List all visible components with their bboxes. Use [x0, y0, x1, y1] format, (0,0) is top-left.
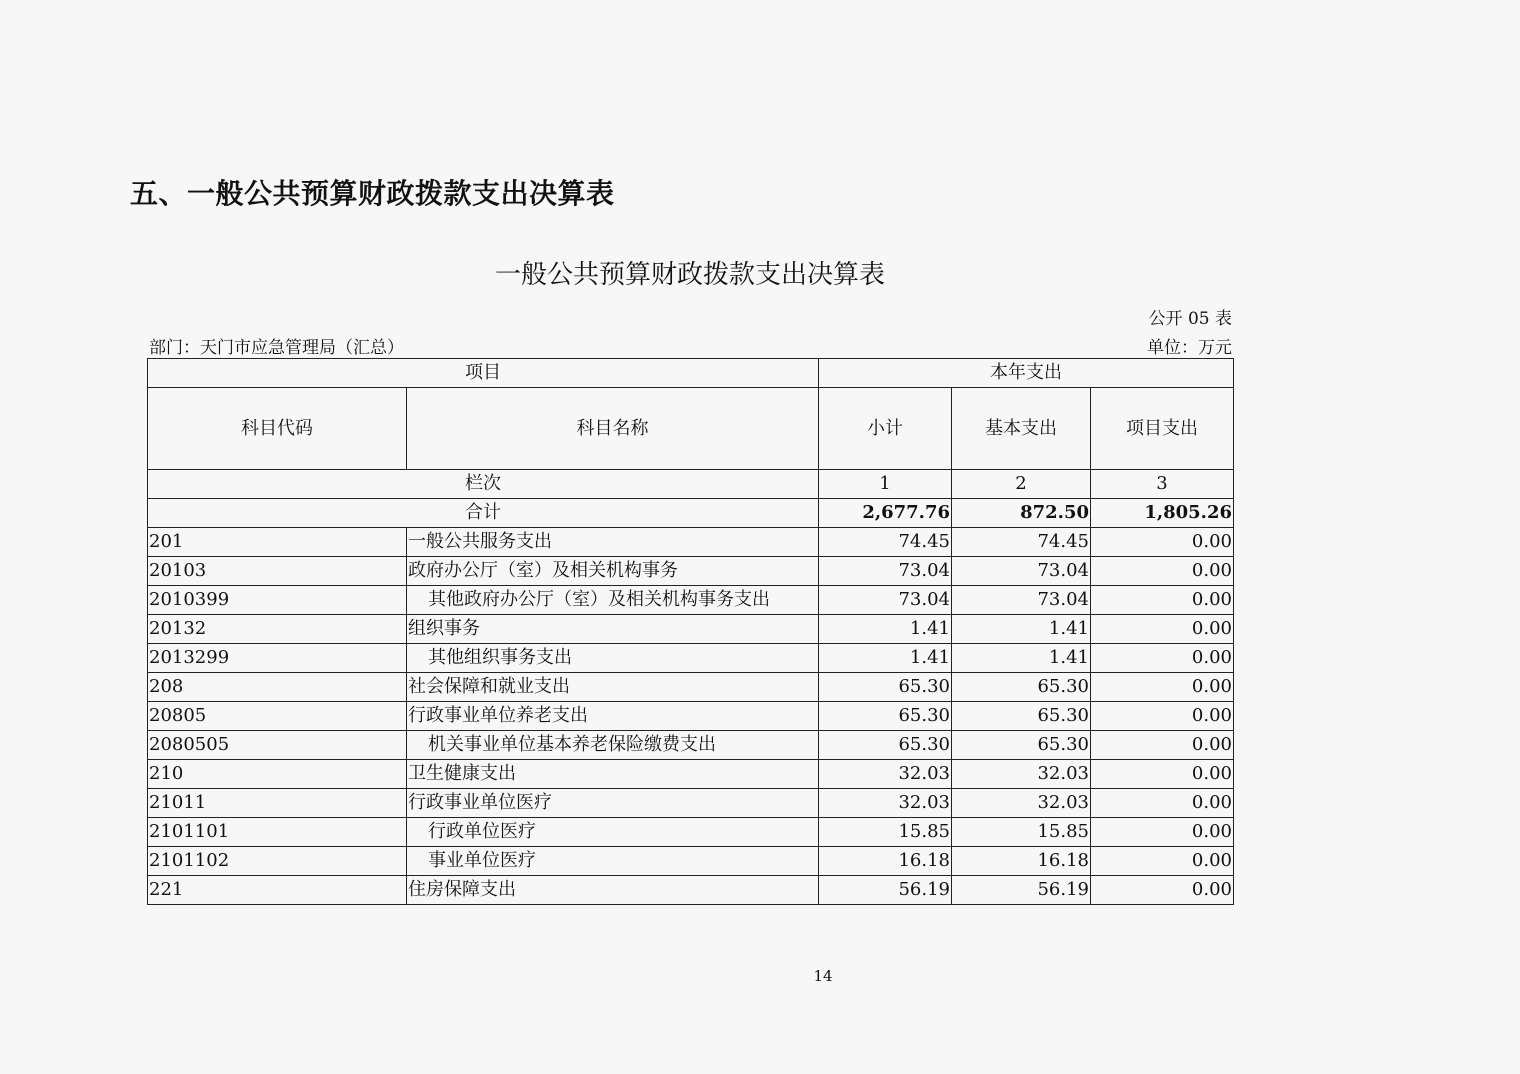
row-code: 20132 — [148, 615, 407, 644]
row-code: 2010399 — [148, 586, 407, 615]
row-name: 行政事业单位医疗 — [407, 789, 819, 818]
header-project: 项目 — [148, 359, 819, 388]
column-order-label: 栏次 — [148, 470, 819, 499]
row-subtotal: 65.30 — [819, 673, 952, 702]
total-project: 1,805.26 — [1091, 499, 1234, 528]
row-name: 一般公共服务支出 — [407, 528, 819, 557]
row-subtotal: 1.41 — [819, 615, 952, 644]
row-project: 0.00 — [1091, 615, 1234, 644]
row-project: 0.00 — [1091, 528, 1234, 557]
row-name: 行政事业单位养老支出 — [407, 702, 819, 731]
row-code: 2101101 — [148, 818, 407, 847]
table-row — [148, 615, 1234, 644]
table-row — [148, 876, 1234, 905]
table-row — [148, 760, 1234, 789]
table-row — [148, 673, 1234, 702]
header-row-top — [148, 359, 1234, 388]
row-code: 221 — [148, 876, 407, 905]
row-project: 0.00 — [1091, 702, 1234, 731]
row-project: 0.00 — [1091, 847, 1234, 876]
header-basic: 基本支出 — [952, 388, 1091, 470]
row-basic: 32.03 — [952, 760, 1091, 789]
row-code: 20103 — [148, 557, 407, 586]
row-basic: 73.04 — [952, 557, 1091, 586]
table-row — [148, 789, 1234, 818]
department-label: 部门：天门市应急管理局（汇总） — [149, 338, 404, 358]
row-project: 0.00 — [1091, 557, 1234, 586]
row-subtotal: 1.41 — [819, 644, 952, 673]
row-basic: 65.30 — [952, 731, 1091, 760]
row-project: 0.00 — [1091, 586, 1234, 615]
table-row — [148, 586, 1234, 615]
header-current-year: 本年支出 — [819, 359, 1234, 388]
row-subtotal: 16.18 — [819, 847, 952, 876]
header-row-columns — [148, 388, 1234, 470]
row-subtotal: 73.04 — [819, 557, 952, 586]
row-subtotal: 74.45 — [819, 528, 952, 557]
table-row — [148, 731, 1234, 760]
column-order-2: 2 — [952, 470, 1091, 499]
row-basic: 1.41 — [952, 644, 1091, 673]
row-subtotal: 65.30 — [819, 731, 952, 760]
row-project: 0.00 — [1091, 760, 1234, 789]
row-basic: 65.30 — [952, 673, 1091, 702]
row-project: 0.00 — [1091, 818, 1234, 847]
table-row — [148, 847, 1234, 876]
expenditure-table — [147, 358, 1234, 905]
row-name: 其他组织事务支出 — [407, 644, 819, 673]
total-basic: 872.50 — [952, 499, 1091, 528]
table-row — [148, 528, 1234, 557]
table-row — [148, 818, 1234, 847]
row-basic: 15.85 — [952, 818, 1091, 847]
row-project: 0.00 — [1091, 673, 1234, 702]
page-number: 14 — [813, 967, 833, 985]
total-row — [148, 499, 1234, 528]
row-name: 社会保障和就业支出 — [407, 673, 819, 702]
row-code: 2013299 — [148, 644, 407, 673]
section-heading: 五、一般公共预算财政拨款支出决算表 — [130, 177, 615, 210]
column-order-row — [148, 470, 1234, 499]
column-order-3: 3 — [1091, 470, 1234, 499]
table-row — [148, 644, 1234, 673]
row-code: 21011 — [148, 789, 407, 818]
row-basic: 74.45 — [952, 528, 1091, 557]
row-subtotal: 15.85 — [819, 818, 952, 847]
column-order-1: 1 — [819, 470, 952, 499]
header-name: 科目名称 — [407, 388, 819, 470]
row-subtotal: 56.19 — [819, 876, 952, 905]
row-name: 政府办公厅（室）及相关机构事务 — [407, 557, 819, 586]
row-basic: 73.04 — [952, 586, 1091, 615]
header-code: 科目代码 — [148, 388, 407, 470]
table-row — [148, 557, 1234, 586]
row-subtotal: 32.03 — [819, 789, 952, 818]
table-number: 公开 05 表 — [1148, 309, 1232, 329]
row-code: 2080505 — [148, 731, 407, 760]
row-basic: 56.19 — [952, 876, 1091, 905]
row-name: 住房保障支出 — [407, 876, 819, 905]
row-name: 其他政府办公厅（室）及相关机构事务支出 — [407, 586, 819, 615]
unit-label: 单位：万元 — [1147, 338, 1232, 358]
row-name: 事业单位医疗 — [407, 847, 819, 876]
row-name: 机关事业单位基本养老保险缴费支出 — [407, 731, 819, 760]
header-project-expense: 项目支出 — [1091, 388, 1234, 470]
row-project: 0.00 — [1091, 876, 1234, 905]
row-subtotal: 32.03 — [819, 760, 952, 789]
row-project: 0.00 — [1091, 644, 1234, 673]
row-code: 20805 — [148, 702, 407, 731]
row-project: 0.00 — [1091, 789, 1234, 818]
row-code: 208 — [148, 673, 407, 702]
row-code: 2101102 — [148, 847, 407, 876]
row-basic: 65.30 — [952, 702, 1091, 731]
row-name: 卫生健康支出 — [407, 760, 819, 789]
table-body — [148, 359, 1234, 905]
row-basic: 32.03 — [952, 789, 1091, 818]
row-subtotal: 73.04 — [819, 586, 952, 615]
row-code: 201 — [148, 528, 407, 557]
row-project: 0.00 — [1091, 731, 1234, 760]
row-code: 210 — [148, 760, 407, 789]
row-name: 组织事务 — [407, 615, 819, 644]
total-subtotal: 2,677.76 — [819, 499, 952, 528]
header-subtotal: 小计 — [819, 388, 952, 470]
row-subtotal: 65.30 — [819, 702, 952, 731]
row-basic: 16.18 — [952, 847, 1091, 876]
total-label: 合计 — [148, 499, 819, 528]
row-name: 行政单位医疗 — [407, 818, 819, 847]
table-title: 一般公共预算财政拨款支出决算表 — [494, 260, 885, 290]
row-basic: 1.41 — [952, 615, 1091, 644]
table-row — [148, 702, 1234, 731]
